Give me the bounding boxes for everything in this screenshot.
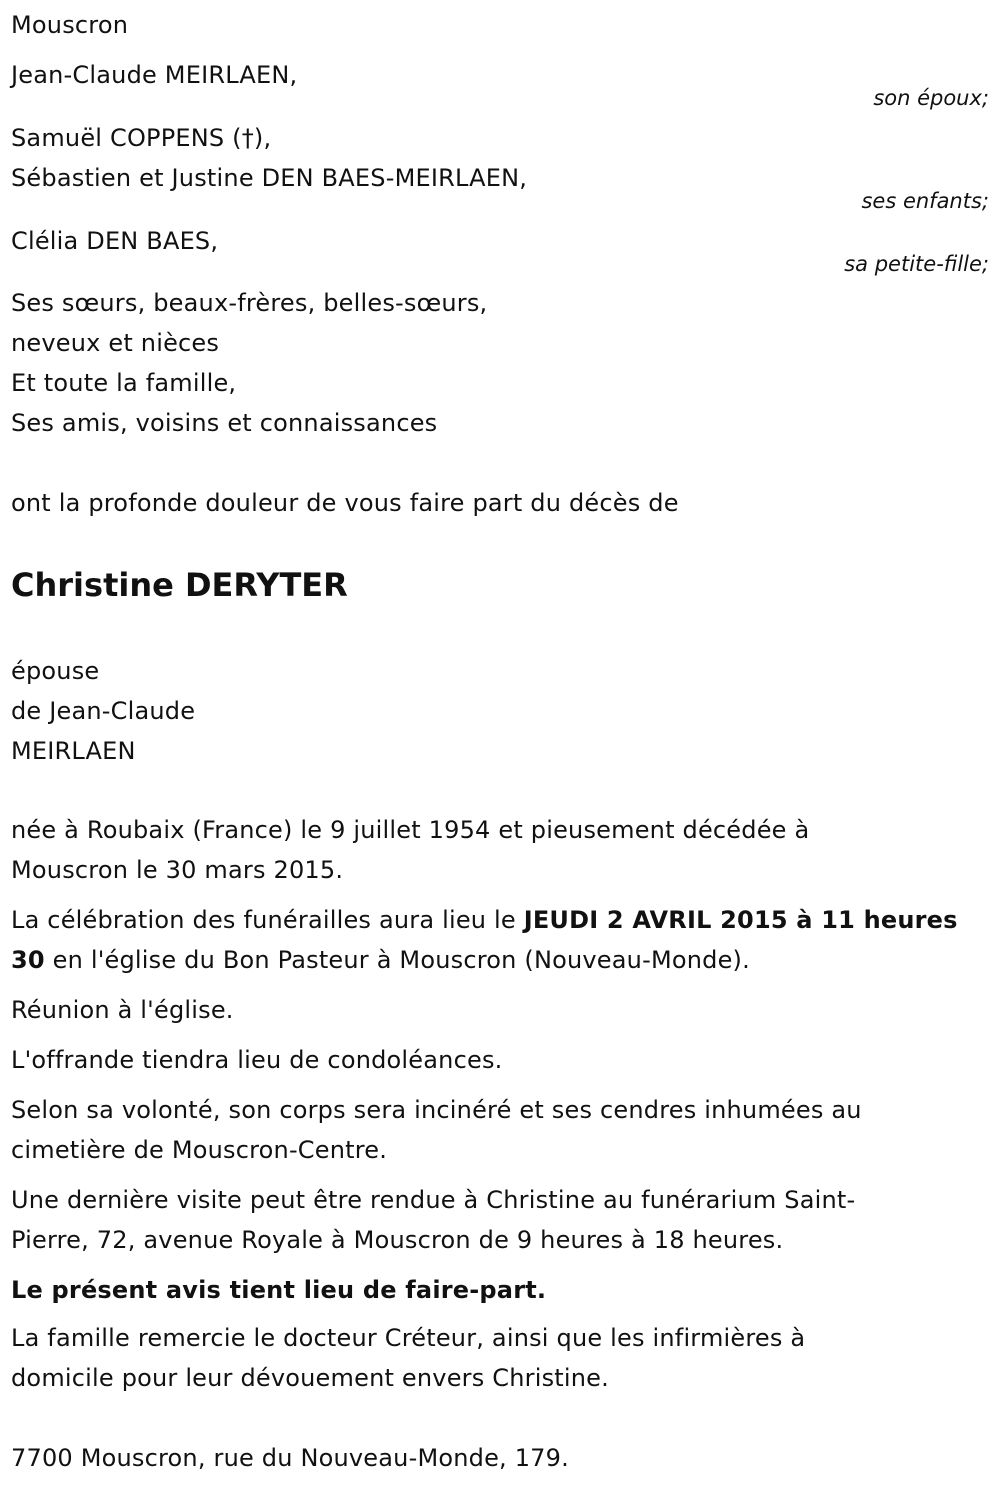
- child-name: Samuël COPPENS (†),: [11, 124, 272, 152]
- funeral-text: La célébration des funérailles aura lieu le: [11, 906, 524, 934]
- funeral-date: JEUDI 2 AVRIL 2015 à 11 heures: [523, 906, 958, 934]
- funeral-info: [11, 942, 750, 978]
- visit: Pierre, 72, avenue Royale à Mouscron de 9 heures à 18 heures.: [11, 1226, 784, 1254]
- spouse-of: MEIRLAEN: [11, 737, 136, 765]
- grandchild-name: Clélia DEN BAES,: [11, 227, 219, 255]
- birth-death: née à Roubaix (France) le 9 juillet 1954 et pieusement décédée à: [11, 816, 810, 844]
- other-relatives: Et toute la famille,: [11, 369, 237, 397]
- address: 7700 Mouscron, rue du Nouveau-Monde, 179.: [11, 1444, 569, 1472]
- funeral-info: [11, 902, 958, 938]
- notice: Le présent avis tient lieu de faire-part.: [11, 1276, 547, 1304]
- thanks: La famille remercie le docteur Créteur, ainsi que les infirmières à: [11, 1324, 806, 1352]
- spouse-of: épouse: [11, 657, 100, 685]
- other-relatives: Ses sœurs, beaux-frères, belles-sœurs,: [11, 289, 488, 317]
- spouse-of: de Jean-Claude: [11, 697, 196, 725]
- other-relatives: neveux et nièces: [11, 329, 220, 357]
- spouse-name: Jean-Claude MEIRLAEN,: [11, 61, 298, 89]
- grandchild-role: sa petite-fille;: [844, 252, 989, 276]
- offering: L'offrande tiendra lieu de condoléances.: [11, 1046, 503, 1074]
- cremation: Selon sa volonté, son corps sera incinéré et ses cendres inhumées au: [11, 1096, 862, 1124]
- deceased-name: Christine DERYTER: [11, 566, 348, 604]
- thanks: domicile pour leur dévouement envers Christine.: [11, 1364, 609, 1392]
- children-role: ses enfants;: [861, 189, 989, 213]
- announcement: ont la profonde douleur de vous faire part du décès de: [11, 489, 679, 517]
- birth-death: Mouscron le 30 mars 2015.: [11, 856, 344, 884]
- funeral-place: en l'église du Bon Pasteur à Mouscron (Nouveau-Monde).: [44, 946, 750, 974]
- funeral-time: 30: [11, 946, 45, 974]
- child-name: Sébastien et Justine DEN BAES-MEIRLAEN,: [11, 164, 528, 192]
- meeting: Réunion à l'église.: [11, 996, 234, 1024]
- cremation: cimetière de Mouscron-Centre.: [11, 1136, 388, 1164]
- city: Mouscron: [11, 11, 129, 39]
- visit: Une dernière visite peut être rendue à Christine au funérarium Saint-: [11, 1186, 856, 1214]
- other-relatives: Ses amis, voisins et connaissances: [11, 409, 438, 437]
- spouse-role: son époux;: [873, 86, 989, 110]
